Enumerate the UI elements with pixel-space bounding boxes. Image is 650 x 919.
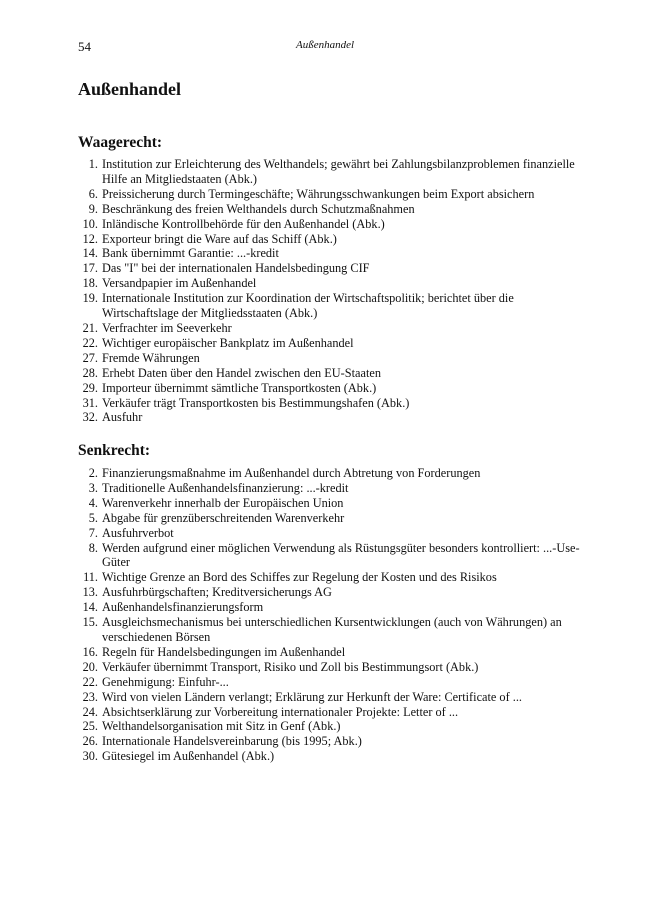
down-clue [78, 570, 588, 585]
clue-number: 1. [88, 157, 98, 171]
down-heading: Senkrecht: [78, 442, 151, 459]
down-clue [78, 481, 588, 496]
clue-text: Wichtiger europäischer Bankplatz im Außenhandel [102, 335, 354, 350]
clue-text: Fremde Währungen [102, 350, 200, 365]
clue-text: Traditionelle Außenhandelsfinanzierung: ...-kredit [102, 480, 349, 495]
down-clue [78, 541, 588, 571]
across-clue [78, 232, 588, 247]
clue-number: 6. [88, 186, 98, 201]
clue-number: 25. [82, 719, 98, 734]
clue-number: 4. [88, 495, 98, 510]
clue-text: Abgabe für grenzüberschreitenden Warenverkehr [102, 510, 345, 525]
down-clue [78, 705, 588, 720]
clue-text: Ausgleichsmechanismus bei unterschiedlichen Kursentwicklungen (auch von Währungen) an verschiedenen Börsen [102, 615, 562, 644]
down-clue [78, 675, 588, 690]
clue-number: 16. [82, 644, 98, 659]
clue-number: 24. [82, 704, 98, 719]
down-clue [78, 526, 588, 541]
clue-number: 21. [82, 320, 98, 335]
clue-text: Verfrachter im Seeverkehr [102, 320, 232, 335]
down-clue [78, 719, 588, 734]
clue-text: Preissicherung durch Termingeschäfte; Währungsschwankungen beim Export absichern [102, 186, 535, 201]
clue-number: 31. [82, 395, 98, 410]
across-clue [78, 351, 588, 366]
clue-number: 3. [88, 480, 98, 495]
clue-text: Warenverkehr innerhalb der Europäischen Union [102, 495, 344, 510]
clue-number: 26. [82, 734, 98, 749]
across-clue [78, 187, 588, 202]
clue-number: 20. [82, 659, 98, 674]
across-clue [78, 261, 588, 276]
clue-text: Werden aufgrund einer möglichen Verwendung als Rüstungsgüter besonders kontrolliert: ...-Use-Güter [102, 540, 580, 570]
down-clue [78, 466, 588, 481]
clue-number: 22. [82, 335, 98, 350]
down-clue-list [78, 466, 588, 764]
across-clue [78, 202, 588, 217]
down-clue [78, 600, 588, 615]
clue-text: Beschränkung des freien Welthandels durch Schutzmaßnahmen [102, 201, 415, 216]
clue-number: 17. [82, 261, 98, 276]
across-heading: Waagerecht: [78, 134, 163, 151]
clue-number: 5. [88, 510, 98, 525]
clue-text: Verkäufer trägt Transportkosten bis Bestimmungshafen (Abk.) [102, 395, 410, 410]
clue-text: Welthandelsorganisation mit Sitz in Genf (Abk.) [102, 719, 341, 734]
clue-number: 10. [82, 216, 98, 231]
clue-number: 7. [88, 525, 98, 540]
clue-text: Versandpapier im Außenhandel [102, 276, 257, 291]
clue-text: Internationale Handelsvereinbarung (bis 1995; Abk.) [102, 734, 362, 749]
clue-text: Genehmigung: Einfuhr-... [102, 674, 229, 689]
clue-text: Ausfuhrbürgschaften; Kreditversicherungs AG [102, 585, 332, 600]
clue-number: 14. [82, 600, 98, 615]
across-clue [78, 396, 588, 411]
across-clue [78, 246, 588, 261]
clue-text: Ausfuhrverbot [102, 525, 174, 540]
clue-text: Institution zur Erleichterung des Welthandels; gewährt bei Zahlungsbilanzproblemen finanzielle Hilfe an Mitgliedstaaten (Abk.) [102, 157, 575, 186]
clue-text: Absichtserklärung zur Vorbereitung internationaler Projekte: Letter of ... [102, 704, 459, 719]
down-clue [78, 615, 588, 645]
down-clue [78, 734, 588, 749]
across-clue [78, 410, 588, 425]
clue-number: 9. [88, 201, 98, 216]
across-clue [78, 381, 588, 396]
running-header: Außenhandel [295, 39, 355, 51]
clue-number: 15. [82, 615, 98, 630]
clue-text: Das "I" bei der internationalen Handelsbedingung CIF [102, 261, 370, 276]
clue-text: Erhebt Daten über den Handel zwischen den EU-Staaten [102, 365, 381, 380]
clue-text: Ausfuhr [102, 410, 143, 425]
clue-text: Wichtige Grenze an Bord des Schiffes zur Regelung der Kosten und des Risikos [102, 570, 497, 585]
across-clue [78, 291, 588, 321]
clue-number: 18. [82, 276, 98, 291]
clue-number: 12. [82, 231, 98, 246]
clue-text: Verkäufer übernimmt Transport, Risiko und Zoll bis Bestimmungsort (Abk.) [102, 659, 479, 674]
across-clue [78, 366, 588, 381]
clue-number: 2. [88, 466, 98, 480]
clue-number: 19. [82, 291, 98, 306]
across-clue [78, 321, 588, 336]
across-clue [78, 217, 588, 232]
clue-number: 30. [82, 749, 98, 764]
clue-number: 13. [82, 585, 98, 600]
across-clue [78, 336, 588, 351]
page-number: 54 [78, 39, 91, 54]
clue-text: Regeln für Handelsbedingungen im Außenhandel [102, 644, 346, 659]
clue-text: Finanzierungsmaßnahme im Außenhandel durch Abtretung von Forderungen [102, 466, 481, 480]
down-clue [78, 660, 588, 675]
clue-number: 23. [82, 689, 98, 704]
down-clue [78, 585, 588, 600]
clue-number: 22. [82, 674, 98, 689]
clue-number: 28. [82, 365, 98, 380]
across-clue [78, 276, 588, 291]
across-clue-list [78, 157, 588, 425]
clue-text: Internationale Institution zur Koordination der Wirtschaftspolitik; berichtet über die Wirtschaftslage der Mitgliedsstaaten (Abk.) [102, 291, 514, 321]
page-title: Außenhandel [78, 79, 182, 99]
down-clue [78, 749, 588, 764]
clue-text: Gütesiegel im Außenhandel (Abk.) [102, 749, 275, 764]
down-clue [78, 496, 588, 511]
clue-number: 8. [88, 540, 98, 555]
clue-text: Importeur übernimmt sämtliche Transportkosten (Abk.) [102, 380, 377, 395]
down-clue [78, 645, 588, 660]
clue-number: 27. [82, 350, 98, 365]
clue-number: 11. [83, 570, 98, 585]
down-clue [78, 690, 588, 705]
clue-number: 32. [82, 410, 98, 425]
clue-text: Wird von vielen Ländern verlangt; Erklärung zur Herkunft der Ware: Certificate of ... [102, 689, 522, 704]
clue-text: Inländische Kontrollbehörde für den Außenhandel (Abk.) [102, 216, 385, 231]
clue-number: 29. [82, 380, 98, 395]
clue-number: 14. [82, 246, 98, 261]
clue-text: Außenhandelsfinanzierungsform [102, 600, 264, 615]
clue-text: Bank übernimmt Garantie: ...-kredit [102, 246, 279, 261]
clue-text: Exporteur bringt die Ware auf das Schiff (Abk.) [102, 231, 337, 246]
across-clue [78, 157, 588, 187]
down-clue [78, 511, 588, 526]
